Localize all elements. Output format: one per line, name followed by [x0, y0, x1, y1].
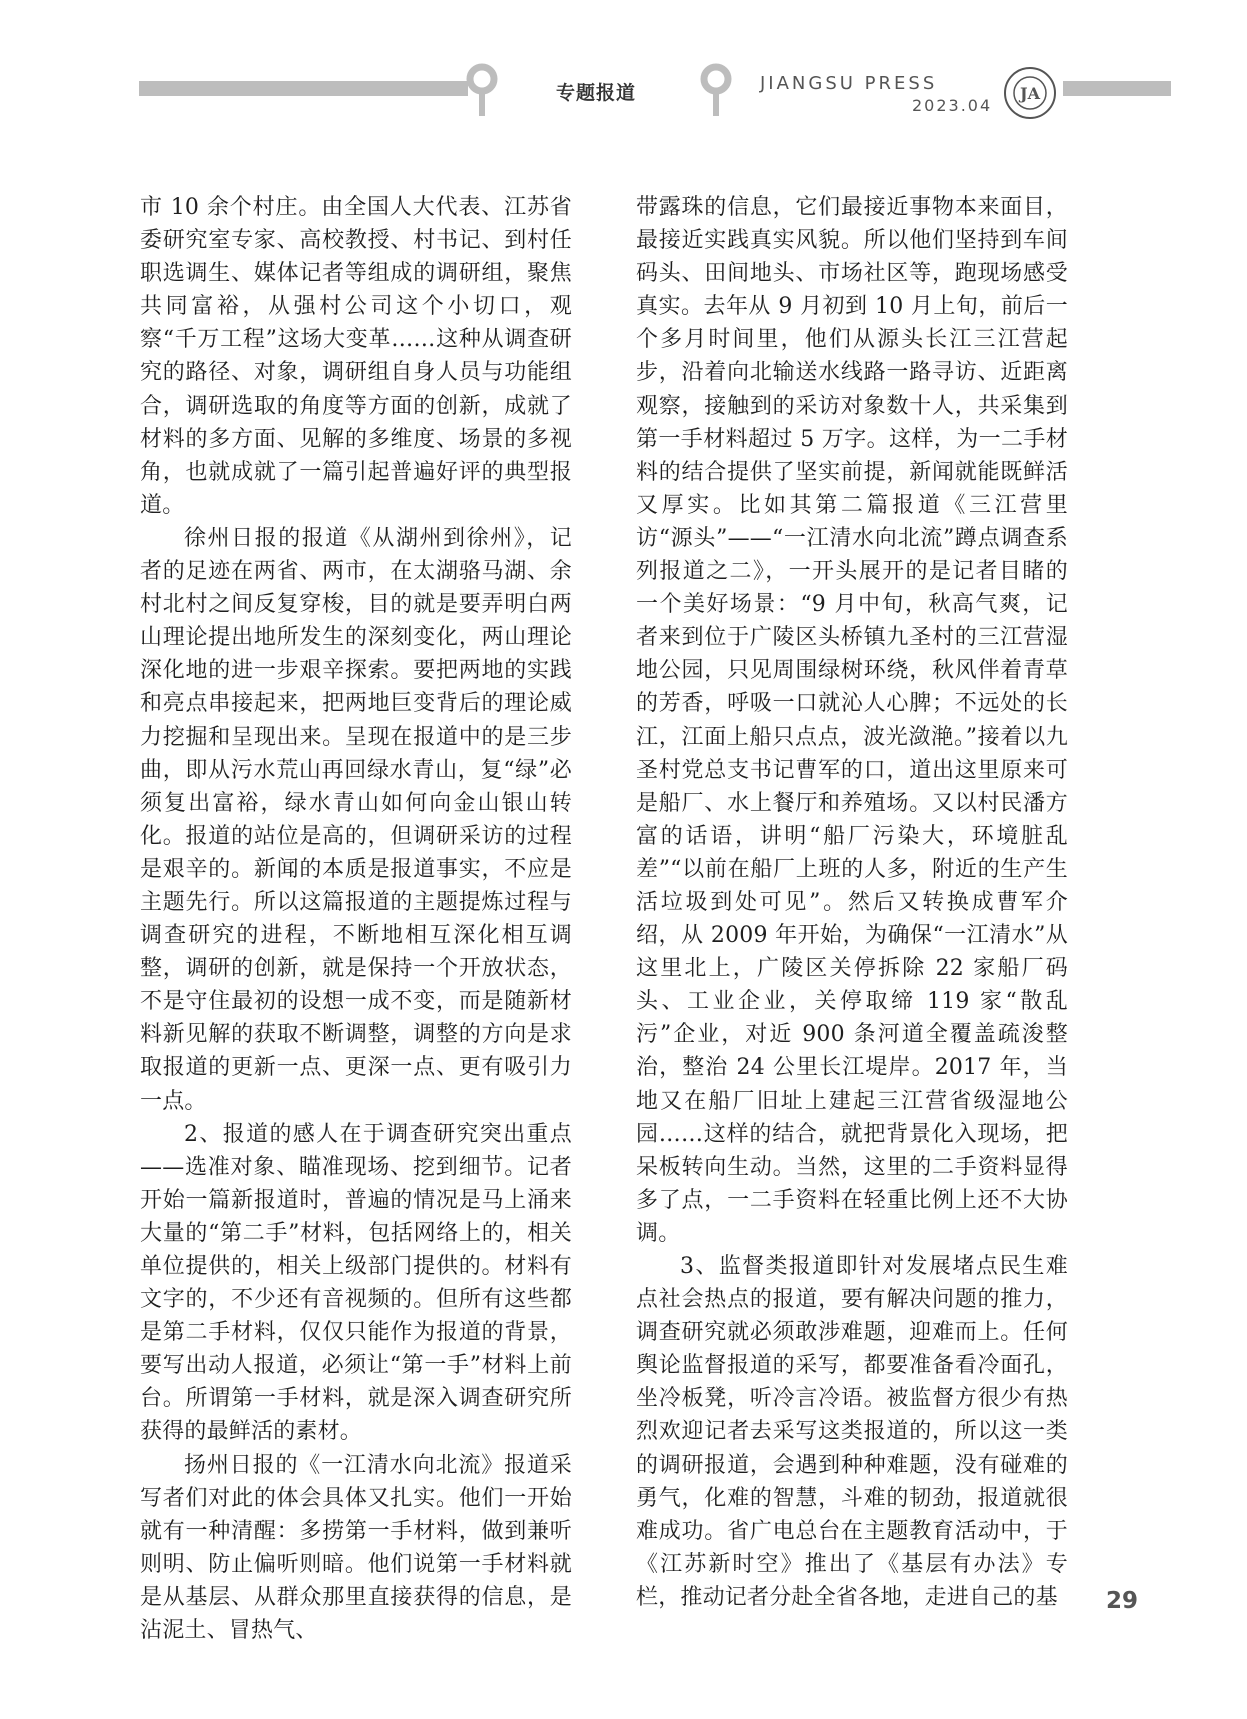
paragraph: 徐州日报的报道《从湖州到徐州》，记者的足迹在两省、两市，在太湖骆马湖、余村北村之间反复穿梭，目的就是要弄明白两山理论提出地所发生的深刻变化，两山理论深化地的进一步艰辛探索。要把两地的实践和亮点串接起来，把两地巨变背后的理论威力挖掘和呈现出来。呈现在报道中的是三步曲，即从污水荒山再回绿水青山，复“绿”必须复出富裕，绿水青山如何向金山银山转化。报道的站位是高的，但调研采访的过程是艰辛的。新闻的本质是报道事实，不应是主题先行。所以这篇报道的主题提炼过程与调查研究的进程，不断地相互深化相互调整，调研的创新，就是保持一个开放状态，不是守住最初的设想一成不变，而是随新材料新见解的获取不断调整，调整的方向是求取报道的更新一点、更深一点、更有吸引力一点。	[140, 525, 572, 1114]
left-column	[140, 191, 572, 1647]
map-pin-icon	[466, 62, 498, 120]
page-number: 29	[1106, 1588, 1139, 1614]
paragraph: 市 10 余个村庄。由全国人大代表、江苏省委研究室专家、高校教授、村书记、到村任职选调生、媒体记者等组成的调研组，聚焦共同富裕，从强村公司这个小切口，观察“千万工程”这场大变革……这种从调查研究的路径、对象，调研组自身人员与功能组合，调研选取的角度等方面的创新，成就了材料的多方面、见解的多维度、场景的多视角，也就成就了一篇引起普遍好评的典型报道。	[140, 195, 572, 518]
header-bar-left	[139, 81, 468, 96]
paragraph: 2、报道的感人在于调查研究突出重点——选准对象、瞄准现场、挖到细节。记者开始一篇新报道时，普遍的情况是马上涌来大量的“第二手”材料，包括网络上的，相关单位提供的，相关上级部门提供的。材料有文字的，不少还有音视频的。但所有这些都是第二手材料，仅仅只能作为报道的背景，要写出动人报道，必须让“第一手”材料上前台。所谓第一手材料，就是深入调查研究所获得的最鲜活的素材。	[140, 1121, 572, 1445]
header-bar-right	[1063, 81, 1171, 96]
press-name: JIANGSU PRESS	[760, 73, 938, 94]
association-seal-logo	[1003, 66, 1057, 124]
svg-text:JA: JA	[1020, 84, 1040, 103]
map-pin-icon	[700, 62, 732, 120]
paragraph: 3、监督类报道即针对发展堵点民生难点社会热点的报道，要有解决问题的推力，调查研究就必须敢涉难题，迎难而上。任何舆论监督报道的采写，都要准备看冷面孔，坐冷板凳，听冷言冷语。被监督方很少有热烈欢迎记者去采写这类报道的，所以这一类的调研报道，会遇到种种难题，没有碰难的勇气，化难的智慧，斗难的韧劲，报道就很难成功。省广电总台在主题教育活动中，于《江苏新时空》推出了《基层有办法》专栏，推动记者分赴全省各地，走进自己的基	[636, 1254, 1068, 1610]
issue-number: 2023.04	[912, 96, 993, 115]
paragraph: 带露珠的信息，它们最接近事物本来面目，最接近实践真实风貌。所以他们坚持到车间码头、田间地头、市场社区等，跑现场感受真实。去年从 9 月初到 10 月上旬，前后一个多月时间里，他们从源头长江三江营起步，沿着向北输送水线路一路寻访、近距离观察，接触到的采访对象数十人，共采集到第一手材料超过 5 万字。这样，为一二手材料的结合提供了坚实前提，新闻就能既鲜活又厚实。比如其第二篇报道《三江营里访“源头”——“一江清水向北流”蹲点调查系列报道之二》，一开头展开的是记者目睹的一个美好场景：“9 月中旬，秋高气爽，记者来到位于广陵区头桥镇九圣村的三江营湿地公园，只见周围绿树环绕，秋风伴着青草的芳香，呼吸一口就沁人心脾；不远处的长江，江面上船只点点，波光潋滟。”接着以九圣村党总支书记曹军的口，道出这里原来可是船厂、水上餐厅和养殖场。又以村民潘方富的话语，讲明“船厂污染大，环境脏乱差”“以前在船厂上班的人多，附近的生产生活垃圾到处可见”。然后又转换成曹军介绍，从 2009 年开始，为确保“一江清水”从这里北上，广陵区关停拆除 22 家船厂码头、工业企业，关停取缔 119 家“散乱污”企业，对近 900 条河道全覆盖疏浚整治，整治 24 公里长江堤岸。2017 年，当地又在船厂旧址上建起三江营省级湿地公园……这样的结合，就把背景化入现场，把呆板转向生动。当然，这里的二手资料显得多了点，一二手资料在轻重比例上还不大协调。	[636, 195, 1068, 1246]
section-title: 专题报道	[556, 82, 637, 104]
right-column	[636, 191, 1068, 1614]
paragraph: 扬州日报的《一江清水向北流》报道采写者们对此的体会具体又扎实。他们一开始就有一种清醒：多捞第一手材料，做到兼听则明、防止偏听则暗。他们说第一手材料就是从基层、从群众那里直接获得的信息，是沾泥土、冒热气、	[140, 1452, 572, 1644]
